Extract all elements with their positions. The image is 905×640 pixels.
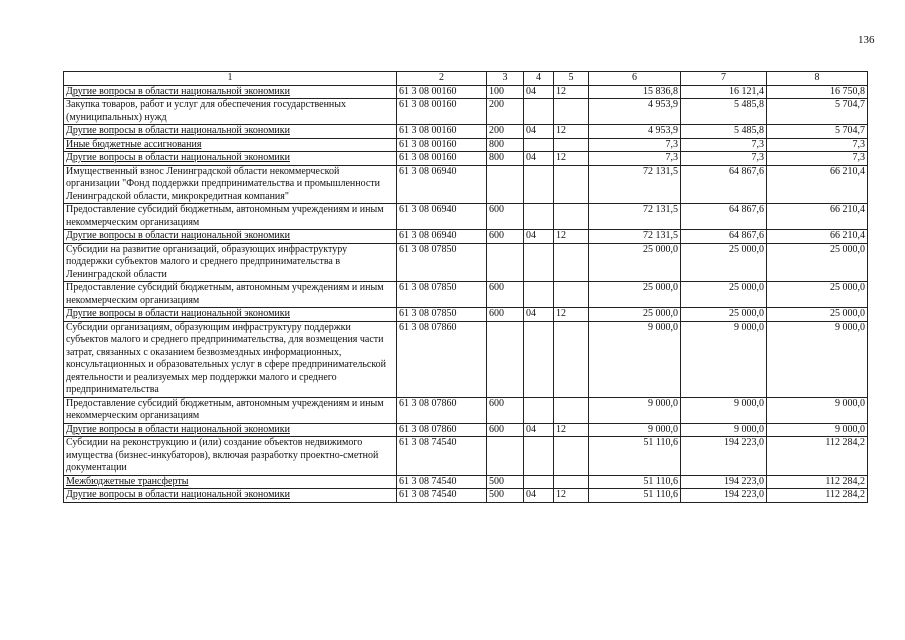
table-row — [64, 475, 868, 489]
row-value-cell: 9 000,0 — [767, 423, 868, 437]
row-rz-cell: 04 — [524, 85, 554, 99]
row-pr-cell — [554, 243, 589, 282]
row-vr-cell: 100 — [487, 85, 524, 99]
row-name-cell: Другие вопросы в области национальной экономики — [64, 125, 397, 139]
header-row — [64, 72, 868, 86]
row-rz-cell — [524, 397, 554, 423]
row-pr-cell — [554, 165, 589, 204]
row-value-cell: 9 000,0 — [681, 321, 767, 397]
row-vr-cell: 800 — [487, 152, 524, 166]
table-row — [64, 138, 868, 152]
table-row — [64, 152, 868, 166]
row-code-cell: 61 3 08 06940 — [397, 230, 487, 244]
row-value-cell: 7,3 — [681, 138, 767, 152]
row-value-cell: 112 284,2 — [767, 437, 868, 476]
row-value-cell: 194 223,0 — [681, 489, 767, 503]
row-code-cell: 61 3 08 74540 — [397, 475, 487, 489]
table-row — [64, 204, 868, 230]
row-value-cell: 194 223,0 — [681, 437, 767, 476]
header-cell: 4 — [524, 72, 554, 86]
table-row — [64, 423, 868, 437]
row-vr-cell: 200 — [487, 99, 524, 125]
row-value-cell: 25 000,0 — [681, 282, 767, 308]
table-row — [64, 282, 868, 308]
row-code-cell: 61 3 08 07860 — [397, 423, 487, 437]
row-pr-cell: 12 — [554, 230, 589, 244]
row-name-cell: Другие вопросы в области национальной экономики — [64, 152, 397, 166]
row-value-cell: 25 000,0 — [767, 308, 868, 322]
row-name-cell: Закупка товаров, работ и услуг для обеспечения государственных (муниципальных) нужд — [64, 99, 397, 125]
row-vr-cell: 600 — [487, 397, 524, 423]
row-vr-cell: 600 — [487, 204, 524, 230]
row-name-cell: Другие вопросы в области национальной экономики — [64, 85, 397, 99]
row-rz-cell: 04 — [524, 308, 554, 322]
row-pr-cell — [554, 138, 589, 152]
row-value-cell: 25 000,0 — [681, 308, 767, 322]
row-rz-cell: 04 — [524, 230, 554, 244]
row-rz-cell — [524, 475, 554, 489]
row-value-cell: 112 284,2 — [767, 489, 868, 503]
row-value-cell: 51 110,6 — [589, 437, 681, 476]
row-vr-cell: 200 — [487, 125, 524, 139]
row-value-cell: 9 000,0 — [589, 423, 681, 437]
header-cell: 1 — [64, 72, 397, 86]
table-row — [64, 397, 868, 423]
row-code-cell: 61 3 08 07850 — [397, 243, 487, 282]
row-code-cell: 61 3 08 74540 — [397, 437, 487, 476]
row-value-cell: 64 867,6 — [681, 165, 767, 204]
row-value-cell: 25 000,0 — [767, 243, 868, 282]
row-name-cell: Предоставление субсидий бюджетным, автономным учреждениям и иным некоммерческим организациям — [64, 397, 397, 423]
row-value-cell: 9 000,0 — [589, 397, 681, 423]
row-code-cell: 61 3 08 00160 — [397, 85, 487, 99]
row-value-cell: 25 000,0 — [681, 243, 767, 282]
row-value-cell: 25 000,0 — [767, 282, 868, 308]
row-vr-cell — [487, 243, 524, 282]
header-cell: 8 — [767, 72, 868, 86]
row-value-cell: 25 000,0 — [589, 282, 681, 308]
row-code-cell: 61 3 08 00160 — [397, 152, 487, 166]
row-vr-cell: 600 — [487, 282, 524, 308]
row-name-cell: Предоставление субсидий бюджетным, автономным учреждениям и иным некоммерческим организациям — [64, 282, 397, 308]
row-rz-cell: 04 — [524, 423, 554, 437]
row-rz-cell: 04 — [524, 489, 554, 503]
budget-table — [63, 71, 868, 503]
row-value-cell: 66 210,4 — [767, 165, 868, 204]
row-code-cell: 61 3 08 07860 — [397, 397, 487, 423]
row-value-cell: 194 223,0 — [681, 475, 767, 489]
row-vr-cell: 600 — [487, 423, 524, 437]
row-code-cell: 61 3 08 00160 — [397, 138, 487, 152]
row-value-cell: 25 000,0 — [589, 243, 681, 282]
row-value-cell: 51 110,6 — [589, 475, 681, 489]
row-pr-cell: 12 — [554, 489, 589, 503]
row-rz-cell — [524, 243, 554, 282]
row-rz-cell — [524, 437, 554, 476]
row-value-cell: 112 284,2 — [767, 475, 868, 489]
row-code-cell: 61 3 08 07850 — [397, 308, 487, 322]
row-pr-cell: 12 — [554, 85, 589, 99]
row-pr-cell — [554, 321, 589, 397]
row-value-cell: 72 131,5 — [589, 204, 681, 230]
table-row — [64, 125, 868, 139]
table-row — [64, 489, 868, 503]
table-row — [64, 230, 868, 244]
row-pr-cell: 12 — [554, 423, 589, 437]
table-row — [64, 308, 868, 322]
row-value-cell: 15 836,8 — [589, 85, 681, 99]
row-rz-cell — [524, 165, 554, 204]
row-value-cell: 4 953,9 — [589, 99, 681, 125]
row-pr-cell: 12 — [554, 152, 589, 166]
row-value-cell: 66 210,4 — [767, 230, 868, 244]
row-name-cell: Субсидии организациям, образующим инфраструктуру поддержки субъектов малого и среднего предпринимательства, для возмещения части затрат, связанных с оказанием безвозмездных информационных, консультационных и образовательных услуг в сфере предпринимательской деятельности и реализуемых мер поддержки малого и среднего предпринимательства — [64, 321, 397, 397]
header-cell: 6 — [589, 72, 681, 86]
row-rz-cell — [524, 204, 554, 230]
table-row — [64, 85, 868, 99]
row-pr-cell — [554, 475, 589, 489]
row-value-cell: 64 867,6 — [681, 204, 767, 230]
row-name-cell: Имущественный взнос Ленинградской области некоммерческой организации "Фонд поддержки предпринимательства и промышленности Ленинградской области, микрокредитная компания" — [64, 165, 397, 204]
header-cell: 2 — [397, 72, 487, 86]
row-value-cell: 5 485,8 — [681, 99, 767, 125]
row-value-cell: 72 131,5 — [589, 165, 681, 204]
row-vr-cell: 800 — [487, 138, 524, 152]
header-cell: 5 — [554, 72, 589, 86]
header-cell: 7 — [681, 72, 767, 86]
row-value-cell: 5 704,7 — [767, 125, 868, 139]
row-value-cell: 5 704,7 — [767, 99, 868, 125]
row-vr-cell: 600 — [487, 230, 524, 244]
row-vr-cell — [487, 165, 524, 204]
row-pr-cell — [554, 204, 589, 230]
row-value-cell: 51 110,6 — [589, 489, 681, 503]
row-code-cell: 61 3 08 07850 — [397, 282, 487, 308]
row-vr-cell — [487, 437, 524, 476]
row-pr-cell: 12 — [554, 125, 589, 139]
row-vr-cell: 500 — [487, 489, 524, 503]
page-number: 136 — [858, 34, 875, 46]
row-name-cell: Другие вопросы в области национальной экономики — [64, 423, 397, 437]
row-value-cell: 7,3 — [767, 152, 868, 166]
row-pr-cell: 12 — [554, 308, 589, 322]
row-name-cell: Субсидии на развитие организаций, образующих инфраструктуру поддержки субъектов малого и среднего предпринимательства в Ленинградской области — [64, 243, 397, 282]
table-row — [64, 321, 868, 397]
row-name-cell: Другие вопросы в области национальной экономики — [64, 308, 397, 322]
row-name-cell: Межбюджетные трансферты — [64, 475, 397, 489]
row-name-cell: Субсидии на реконструкцию и (или) создание объектов недвижимого имущества (бизнес-инкубаторов), включая разработку проектно-сметной документации — [64, 437, 397, 476]
table-row — [64, 437, 868, 476]
row-code-cell: 61 3 08 00160 — [397, 99, 487, 125]
row-value-cell: 9 000,0 — [767, 321, 868, 397]
row-code-cell: 61 3 08 06940 — [397, 165, 487, 204]
row-pr-cell — [554, 437, 589, 476]
row-vr-cell: 600 — [487, 308, 524, 322]
row-value-cell: 72 131,5 — [589, 230, 681, 244]
row-rz-cell — [524, 321, 554, 397]
row-value-cell: 16 121,4 — [681, 85, 767, 99]
row-code-cell: 61 3 08 74540 — [397, 489, 487, 503]
row-value-cell: 7,3 — [767, 138, 868, 152]
row-value-cell: 9 000,0 — [767, 397, 868, 423]
row-name-cell: Другие вопросы в области национальной экономики — [64, 230, 397, 244]
row-code-cell: 61 3 08 00160 — [397, 125, 487, 139]
row-code-cell: 61 3 08 06940 — [397, 204, 487, 230]
row-value-cell: 9 000,0 — [681, 397, 767, 423]
row-pr-cell — [554, 99, 589, 125]
row-rz-cell — [524, 282, 554, 308]
row-name-cell: Иные бюджетные ассигнования — [64, 138, 397, 152]
row-rz-cell: 04 — [524, 152, 554, 166]
row-value-cell: 4 953,9 — [589, 125, 681, 139]
row-value-cell: 5 485,8 — [681, 125, 767, 139]
row-rz-cell — [524, 138, 554, 152]
row-value-cell: 25 000,0 — [589, 308, 681, 322]
row-code-cell: 61 3 08 07860 — [397, 321, 487, 397]
header-cell: 3 — [487, 72, 524, 86]
row-pr-cell — [554, 282, 589, 308]
row-value-cell: 66 210,4 — [767, 204, 868, 230]
row-name-cell: Предоставление субсидий бюджетным, автономным учреждениям и иным некоммерческим организациям — [64, 204, 397, 230]
row-vr-cell: 500 — [487, 475, 524, 489]
row-rz-cell — [524, 99, 554, 125]
table-row — [64, 243, 868, 282]
row-value-cell: 7,3 — [589, 152, 681, 166]
table-row — [64, 165, 868, 204]
row-value-cell: 64 867,6 — [681, 230, 767, 244]
table-row — [64, 99, 868, 125]
row-value-cell: 9 000,0 — [681, 423, 767, 437]
row-value-cell: 7,3 — [681, 152, 767, 166]
row-value-cell: 7,3 — [589, 138, 681, 152]
row-vr-cell — [487, 321, 524, 397]
row-pr-cell — [554, 397, 589, 423]
row-value-cell: 9 000,0 — [589, 321, 681, 397]
row-name-cell: Другие вопросы в области национальной экономики — [64, 489, 397, 503]
row-value-cell: 16 750,8 — [767, 85, 868, 99]
row-rz-cell: 04 — [524, 125, 554, 139]
